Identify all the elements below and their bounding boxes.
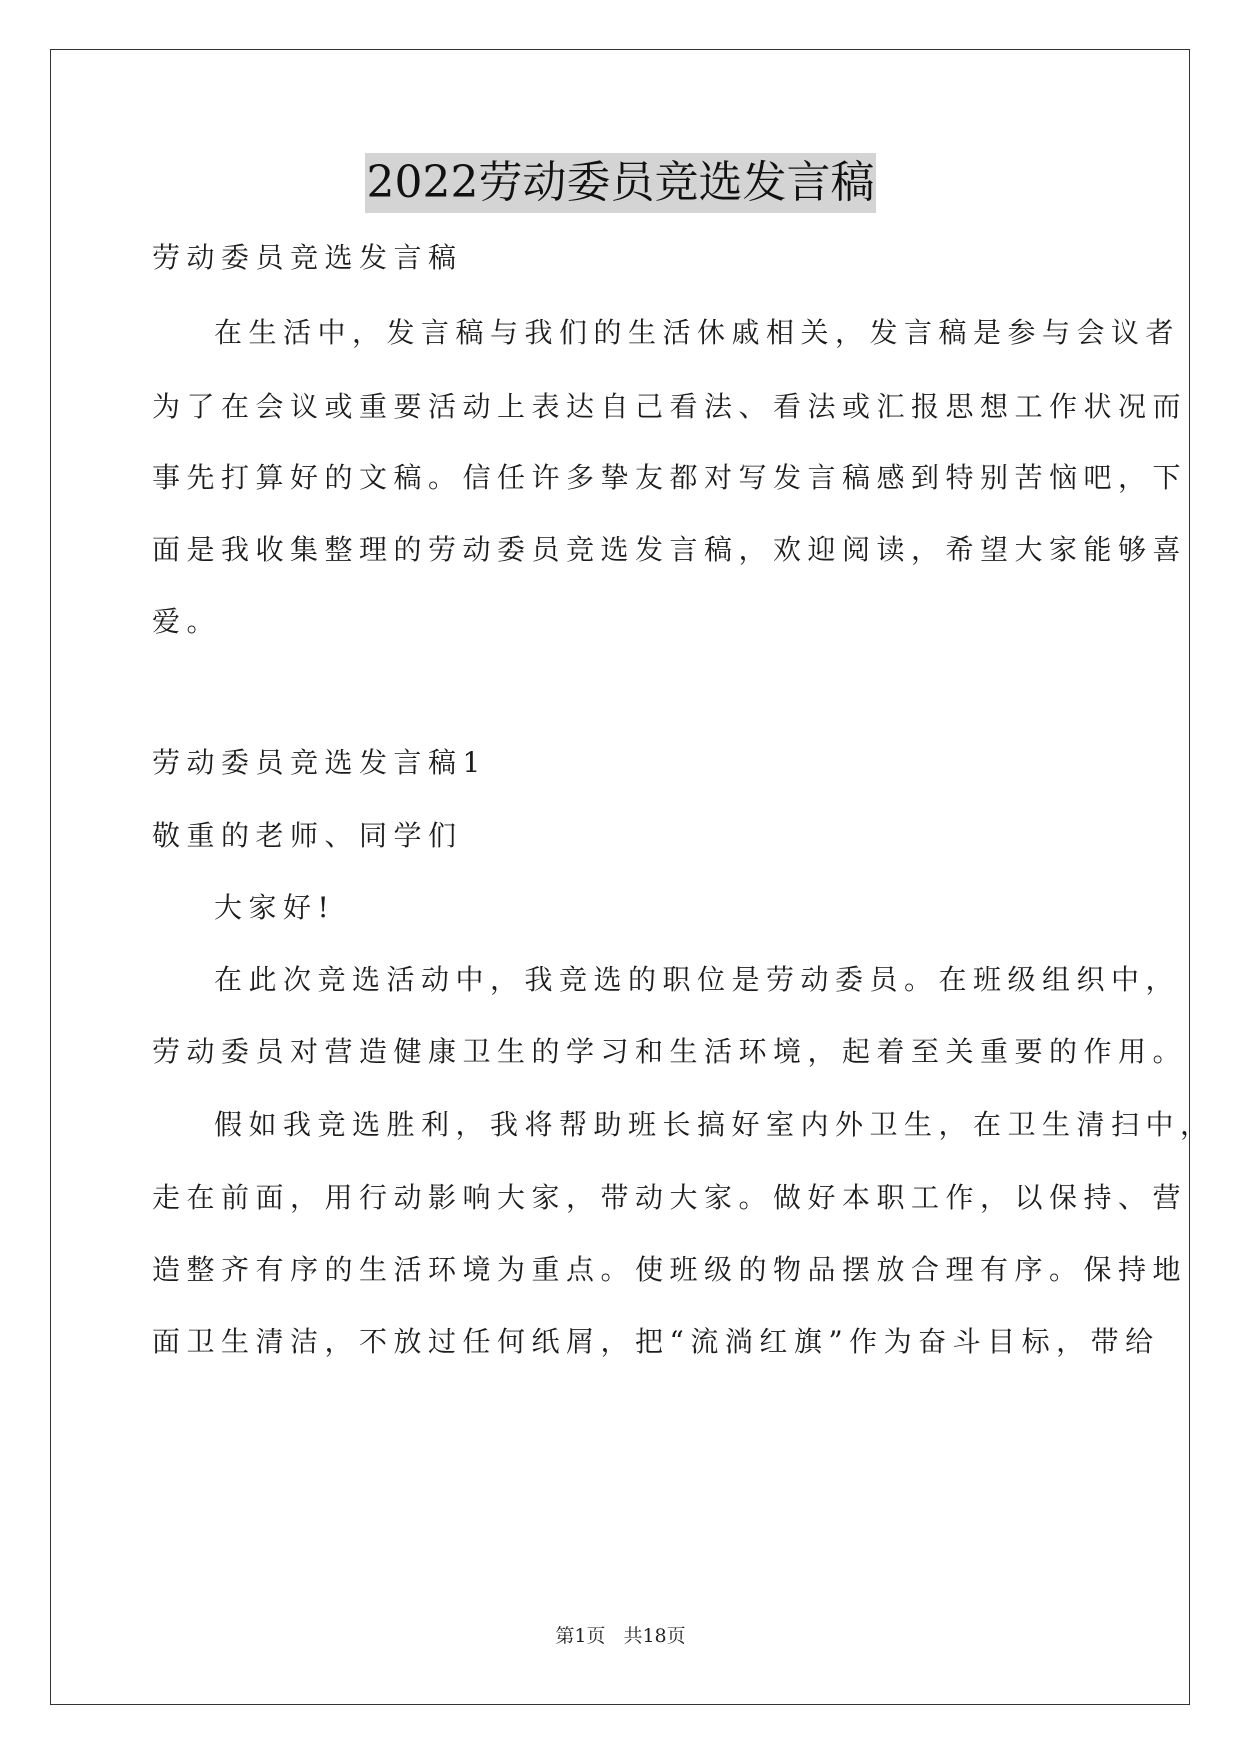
subtitle: 劳动委员竞选发言稿 — [152, 241, 463, 274]
paragraph-line: 在此次竞选活动中，我竞选的职位是劳动委员。在班级组织中， — [214, 963, 1181, 996]
paragraph-line: 假如我竞选胜利，我将帮助班长搞好室内外卫生，在卫生清扫中， — [214, 1108, 1215, 1141]
salutation: 敬重的老师、同学们 — [152, 819, 463, 852]
intro-line: 事先打算好的文稿。信任许多挚友都对写发言稿感到特别苦恼吧，下 — [152, 461, 1188, 494]
intro-line: 爱。 — [152, 605, 222, 638]
page-border — [50, 49, 1190, 1705]
document-title: 2022劳动委员竞选发言稿 — [365, 153, 877, 213]
page-number: 第1页 — [555, 1625, 606, 1647]
paragraph-line: 劳动委员对营造健康卫生的学习和生活环境，起着至关重要的作用。 — [152, 1035, 1188, 1068]
paragraph-line: 造整齐有序的生活环境为重点。使班级的物品摆放合理有序。保持地 — [152, 1253, 1188, 1286]
title-container — [0, 153, 1241, 213]
paragraph-line: 面卫生清洁，不放过任何纸屑，把“流淌红旗”作为奋斗目标，带给 — [152, 1325, 1160, 1358]
page-total: 共18页 — [623, 1625, 686, 1647]
intro-line: 为了在会议或重要活动上表达自己看法、看法或汇报思想工作状况而 — [152, 390, 1188, 423]
paragraph-line: 走在前面，用行动影响大家，带动大家。做好本职工作，以保持、营 — [152, 1181, 1188, 1214]
greeting: 大家好! — [214, 891, 336, 924]
intro-line: 在生活中，发言稿与我们的生活休戚相关，发言稿是参与会议者 — [214, 316, 1181, 349]
section-heading: 劳动委员竞选发言稿1 — [152, 746, 487, 779]
intro-line: 面是我收集整理的劳动委员竞选发言稿，欢迎阅读，希望大家能够喜 — [152, 533, 1188, 566]
page-footer — [0, 1624, 1241, 1648]
